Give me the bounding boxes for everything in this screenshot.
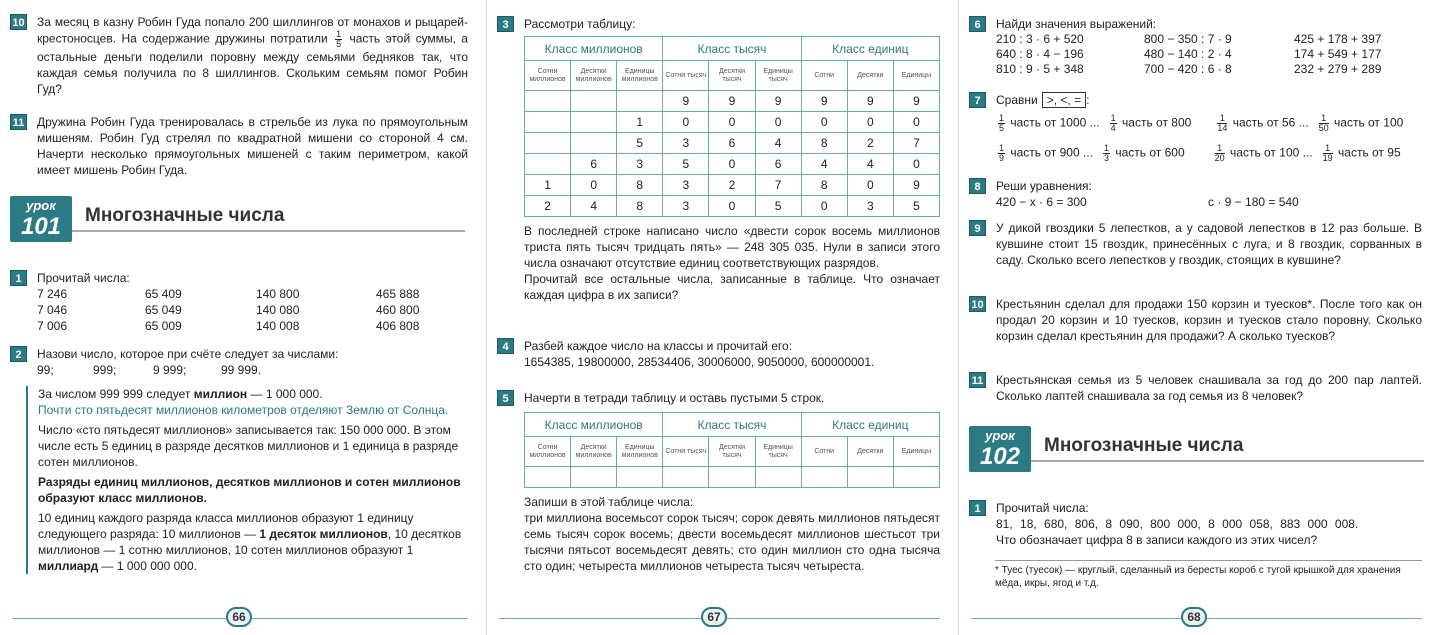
rule-note: Почти сто пятьдесят миллионов километров отделяют Землю от Солнца. xyxy=(38,403,449,417)
table-cell: 9 xyxy=(801,91,847,112)
table-cell: 9 xyxy=(663,91,709,112)
table-row xyxy=(525,91,940,112)
table-cell: 0 xyxy=(847,112,893,133)
lesson-badge: урок 102 xyxy=(969,426,1031,472)
table-cell: 0 xyxy=(571,175,617,196)
table-cell xyxy=(525,112,571,133)
table-cell: 4 xyxy=(755,133,801,154)
table-cell: 8 xyxy=(617,196,663,217)
divider xyxy=(1031,460,1424,462)
place-value-table: Класс миллионов Класс тысяч Класс единиц Сотни миллионов Десятки миллионов Единицы миллионов Сотни тысяч Десятки тысяч Единицы тысяч Сотни Десятки Единицы 9 9 9 9 9 9 1 0 0 0 0 0 0 5 3 6 4 8 2 7 6 3 5 0 6 4 4 0 1 0 8 3 2 7 8 0 9 2 4 8 3 0 5 0 3 5 xyxy=(524,36,940,217)
page-67 xyxy=(486,0,952,635)
task-text: часть этой суммы, а остальные деньги поделили поровну между семьями бедняков так, что каждая семья получила по 8 шиллингов. Скольким семьям помог Робин Гуд? xyxy=(37,31,468,96)
table-cell: 0 xyxy=(663,112,709,133)
lesson-header xyxy=(10,196,465,244)
table-cell: 9 xyxy=(893,91,939,112)
table-cell xyxy=(525,154,571,175)
table-cell: 5 xyxy=(755,196,801,217)
table-cell: 1 xyxy=(617,112,663,133)
page-number: 68 xyxy=(1181,607,1207,627)
lesson-badge: урок 101 xyxy=(10,196,72,242)
table-cell: 4 xyxy=(847,154,893,175)
page-number: 66 xyxy=(226,607,252,627)
task-number: 2 xyxy=(10,346,27,362)
table-cell: 9 xyxy=(893,175,939,196)
numbers-list: 81, 18, 680, 806, 8 090, 800 000, 8 000 058, 883 000 008. xyxy=(996,517,1359,531)
task-number: 7 xyxy=(969,92,986,108)
table-cell: 8 xyxy=(617,175,663,196)
task-text: Дружина Робин Гуда тренировалась в стрельбе из лука по прямоугольным мишеням. Робин Гуд стрелял по квадратной мишени со стороной 4 см. Начерти несколько прямоугольных мишеней с таким периметром, какой имеет мишень Робин Гуда. xyxy=(37,115,468,177)
fraction: $\frac{1}{5}$ xyxy=(336,29,342,49)
page-66 xyxy=(0,0,480,635)
table-cell: 4 xyxy=(801,154,847,175)
table-cell: 0 xyxy=(709,196,755,217)
table-cell: 9 xyxy=(755,91,801,112)
task-4 xyxy=(497,338,940,370)
page-number: 67 xyxy=(701,607,727,627)
table-row xyxy=(525,154,940,175)
task-1 xyxy=(10,270,468,334)
task-number: 10 xyxy=(10,14,27,30)
task-intro: Запиши в этой таблице числа: xyxy=(524,495,694,509)
signs-box: >, <, = xyxy=(1042,92,1086,108)
table-cell: 1 xyxy=(525,175,571,196)
task-intro: Найди значения выражений: xyxy=(996,17,1157,31)
table-cell: 2 xyxy=(525,196,571,217)
task-11 xyxy=(10,114,468,178)
table-cell: 7 xyxy=(755,175,801,196)
table-cell xyxy=(525,133,571,154)
task-intro: Прочитай числа: xyxy=(37,271,130,285)
rule-definition: Разряды единиц миллионов, десятков миллионов и сотен миллионов образуют класс миллионов. xyxy=(38,475,461,505)
task-text: В последней строке написано число «двести сорок восемь миллионов триста пять тысяч тридцать пять» — 248 305 035. Нули в записи этого числа означают отсутствие единиц соответствующих разрядов. xyxy=(524,224,940,270)
task-text: У дикой гвоздики 5 лепестков, а у садовой лепестков в 12 раз больше. В кувшине стоит 15 гвоздик, принесённых с луга, и 8 гвоздик, сорванных в саду. Сколько всего лепестков у гвоздик, стоящих в кувшине? xyxy=(996,221,1422,267)
table-row xyxy=(525,133,940,154)
task-text: Крестьянин сделал для продажи 150 корзин и туесков*. После того как он продал 20 корзин и 10 туесков, корзин и туесков стало поровну. Сколько корзин сделал крестьянин для продажи? А сколько туесков? xyxy=(996,297,1422,343)
table-cell: 0 xyxy=(755,112,801,133)
task-text: Прочитай все остальные числа, записанные в таблице. Что означает каждая цифра в их записи? xyxy=(524,272,940,302)
table-cell: 0 xyxy=(801,196,847,217)
task-number: 9 xyxy=(969,220,986,236)
footnote: * Туес (туесок) — круглый, сделанный из бересты короб с тугой крышкой для хранения мёда, икры, ягод и т.д. xyxy=(995,560,1422,590)
task-intro: Начерти в тетради таблицу и оставь пустыми 5 строк. xyxy=(524,391,825,405)
table-cell: 4 xyxy=(571,196,617,217)
numbers-grid: 7 246 65 409 140 800 465 888 7 046 65 049 140 080 460 800 7 006 65 009 140 008 406 808 xyxy=(37,287,420,333)
table-cell: 8 xyxy=(801,175,847,196)
numbers-row: 99; 999; 9 999; 99 999. xyxy=(37,363,262,377)
table-cell: 7 xyxy=(893,133,939,154)
table-cell: 6 xyxy=(571,154,617,175)
task-number: 5 xyxy=(497,390,514,406)
table-cell xyxy=(571,91,617,112)
task-text: три миллиона восемьсот сорок тысяч; сорок девять миллионов пятьдесят семь тысяч сорок восемь; двести восемьдесят миллионов шестьсот три тысячи пятьсот восемьдесят девять; сто один миллион сто одна тысяча сто один; четыреста миллионов четыреста тысяч четыреста. xyxy=(524,511,940,573)
expressions-grid: 210 : 3 · 6 + 520 800 − 350 : 7 · 9 425 + 178 + 397 640 : 8 · 4 − 196 480 − 140 : 2 · 4 174 + 549 + 177 810 : 9 · 5 + 348 700 − 420 : 6 · 8 232 + 279 + 289 xyxy=(996,32,1382,76)
table-cell: 6 xyxy=(709,133,755,154)
table-cell: 0 xyxy=(801,112,847,133)
task-intro: Реши уравнения: xyxy=(996,179,1092,193)
table-cell: 5 xyxy=(893,196,939,217)
table-cell xyxy=(571,112,617,133)
task-text: Крестьянская семья из 5 человек снашивала за год до 200 пар лаптей. Сколько лаптей снашивала за год семья из 8 человек? xyxy=(996,373,1422,403)
table-cell: 2 xyxy=(709,175,755,196)
table-row xyxy=(525,112,940,133)
table-cell: 9 xyxy=(709,91,755,112)
task-number: 11 xyxy=(10,114,27,130)
table-cell: 2 xyxy=(847,133,893,154)
table-cell: 5 xyxy=(663,154,709,175)
numbers-list: 1654385, 19800000, 28534406, 30006000, 9050000, 600000001. xyxy=(524,355,875,369)
task-10 xyxy=(10,14,468,97)
table-row xyxy=(525,196,940,217)
table-cell: 3 xyxy=(663,196,709,217)
rule-box: За числом 999 999 следует миллион — 1 000 000. Почти сто пятьдесят миллионов километров отделяют Землю от Солнца. Число «сто пятьдесят миллионов» записывается так: 150 000 000. В этом числе есть 5 единиц в разряде десятков миллионов и 1 единица в разряде сотен миллионов. Разряды единиц миллионов, десятков миллионов и сотен миллионов образуют класс миллионов. 10 единиц каждого разряда класса миллионов образуют 1 единицу следующего разряда: 10 миллионов — 1 десяток миллионов, 10 десятков миллионов — 1 сотню миллионов, 10 сотен миллионов образуют 1 миллиард — 1 000 000 000. xyxy=(26,386,466,574)
table-cell xyxy=(525,91,571,112)
lesson-title: Многозначные числа xyxy=(85,205,285,226)
table-cell: 3 xyxy=(663,133,709,154)
task-5 xyxy=(497,390,940,574)
task-9 xyxy=(969,220,1422,268)
task-10 xyxy=(969,296,1422,344)
equation: 420 − x · 6 = 300 xyxy=(996,195,1087,209)
table-cell xyxy=(617,91,663,112)
task-number: 10 xyxy=(969,296,986,312)
task-11 xyxy=(969,372,1422,404)
table-cell: 0 xyxy=(709,112,755,133)
task-number: 1 xyxy=(969,500,986,516)
task-number: 11 xyxy=(969,372,986,388)
task-6 xyxy=(969,16,1422,77)
lesson-header xyxy=(969,426,1424,474)
empty-place-value-table: Класс миллионов Класс тысяч Класс единиц Сотни миллионов Десятки миллионов Единицы миллионов Сотни тысяч Десятки тысяч Единицы тысяч Сотни Десятки Единицы xyxy=(524,412,940,488)
task-number: 6 xyxy=(969,16,986,32)
task-number: 4 xyxy=(497,338,514,354)
task-text: За месяц в казну Робин Гуда попало 200 шиллингов от монахов и рыцарей-крестоносцев. На содержание дружины потратили xyxy=(37,15,468,46)
task-1 xyxy=(969,500,1422,548)
divider xyxy=(72,230,465,232)
task-7: 7 Сравни >, <, = : $\frac{1}{5}$ часть от 1000 ... $\frac{1}{4}$ часть от 800 $\frac{1}{14}$ часть от 56 ... $\frac{1}{50}$ часть от 100 $\frac{1}{9}$ часть от 900 ... $\frac{1}{3}$ часть от 600 $\frac{1}{20}$ часть от 100 ... $\frac{1}{19}$ часть от 95 xyxy=(969,92,1422,168)
task-3 xyxy=(497,16,940,303)
task-question: Что обозначает цифра 8 в записи каждого из этих чисел? xyxy=(996,533,1318,547)
table-cell: 0 xyxy=(709,154,755,175)
table-cell: 8 xyxy=(801,133,847,154)
task-number: 8 xyxy=(969,178,986,194)
task-intro: Рассмотри таблицу: xyxy=(524,17,636,31)
lesson-title: Многозначные числа xyxy=(1044,435,1244,456)
compare-row: $\frac{1}{5}$ часть от 1000 ... $\frac{1}{4}$ часть от 800 $\frac{1}{14}$ часть от 56 ... $\frac{1}{50}$ часть от 100 xyxy=(999,112,1404,133)
table-cell: 9 xyxy=(847,91,893,112)
lesson-number: 102 xyxy=(979,443,1021,470)
table-cell: 6 xyxy=(755,154,801,175)
page-68 xyxy=(958,0,1434,635)
table-cell: 3 xyxy=(847,196,893,217)
table-cell xyxy=(571,133,617,154)
lesson-number: 101 xyxy=(20,213,62,240)
table-cell: 0 xyxy=(893,154,939,175)
equation: c · 9 − 180 = 540 xyxy=(1208,195,1299,209)
task-8 xyxy=(969,178,1422,210)
task-intro: Прочитай числа: xyxy=(996,501,1089,515)
task-2 xyxy=(10,346,468,378)
table-cell: 0 xyxy=(847,175,893,196)
table-row xyxy=(525,175,940,196)
table-cell: 0 xyxy=(893,112,939,133)
compare-row: $\frac{1}{9}$ часть от 900 ... $\frac{1}{3}$ часть от 600 $\frac{1}{20}$ часть от 100 ... $\frac{1}{19}$ часть от 95 xyxy=(999,142,1401,163)
task-intro: Назови число, которое при счёте следует за числами: xyxy=(37,347,339,361)
task-number: 3 xyxy=(497,16,514,32)
task-number: 1 xyxy=(10,270,27,286)
table-cell: 3 xyxy=(617,154,663,175)
table-cell: 5 xyxy=(617,133,663,154)
task-text: Разбей каждое число на классы и прочитай его: xyxy=(524,339,793,353)
task-intro: Сравни xyxy=(996,93,1038,107)
table-cell: 3 xyxy=(663,175,709,196)
